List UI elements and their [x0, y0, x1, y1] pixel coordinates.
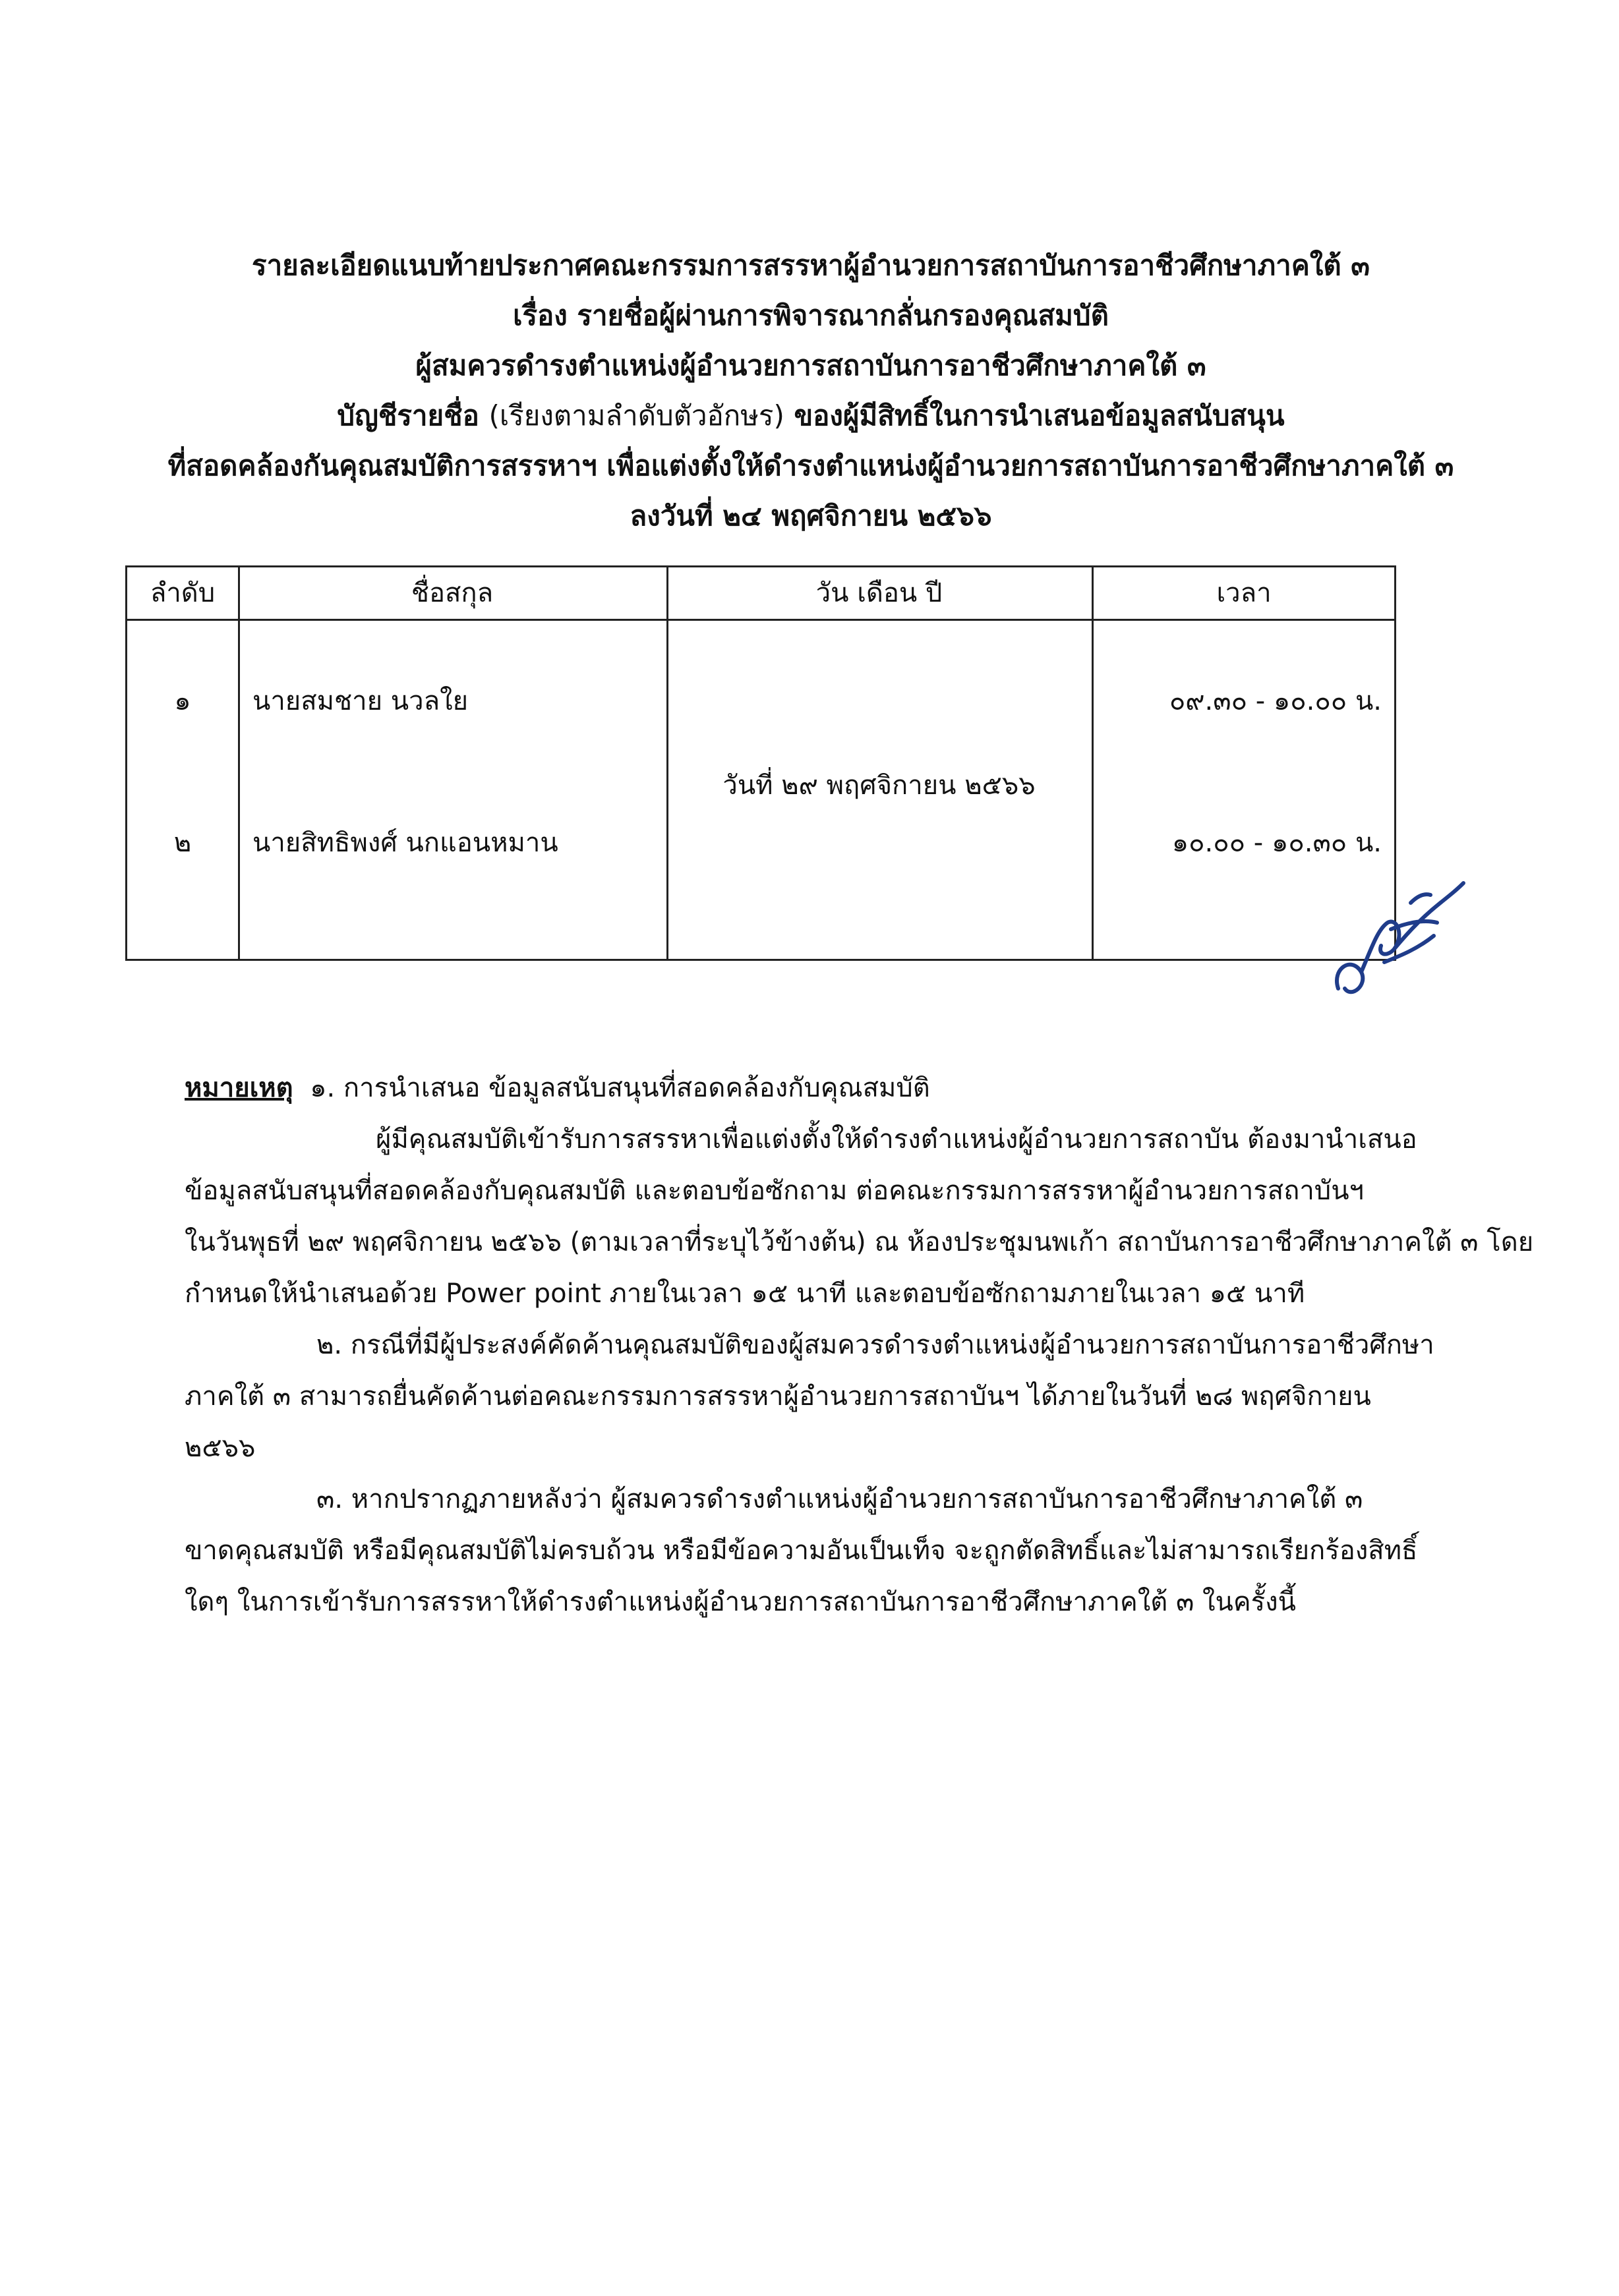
- notes-item-1-line-1: ผู้มีคุณสมบัติเข้ารับการสรรหาเพื่อแต่งตั้งให้ดำรงตำแหน่งผู้อำนวยการสถาบัน ต้องมานำเสนอ: [376, 1124, 1417, 1155]
- notes-label: หมายเหตุ: [185, 1073, 293, 1103]
- table-cell-time: ๐๙.๓๐ - ๑๐.๐๐ น.: [1169, 686, 1382, 716]
- header-line-4-part-c: ของผู้มีสิทธิ์ในการนำเสนอข้อมูลสนับสนุน: [784, 399, 1285, 432]
- notes-item-1-line-3: ในวันพุธที่ ๒๙ พฤศจิกายน ๒๕๖๖ (ตามเวลาที่ระบุไว้ข้างต้น) ณ ห้องประชุมนพเก้า สถาบันการอาชีวศึกษาภาคใต้ ๓ โดย: [185, 1227, 1534, 1257]
- table-header-time: เวลา: [1216, 578, 1272, 608]
- notes-item-1-heading: ๑. การนำเสนอ ข้อมูลสนับสนุนที่สอดคล้องกับคุณสมบัติ: [310, 1073, 930, 1103]
- table-cell-name: นายสิทธิพงศ์ นกแอนหมาน: [252, 828, 558, 858]
- table-column-divider: [666, 567, 668, 959]
- table-cell-time: ๑๐.๐๐ - ๑๐.๓๐ น.: [1171, 828, 1382, 858]
- table-cell-no: ๑: [174, 686, 191, 716]
- candidate-table: [125, 565, 1396, 961]
- table-header-no: ลำดับ: [150, 578, 216, 608]
- table-column-divider: [1092, 567, 1094, 959]
- header-line-4: [119, 391, 1503, 441]
- table-header-divider: [127, 619, 1394, 621]
- header-line-6: ลงวันที่ ๒๔ พฤศจิกายน ๒๕๖๖: [630, 500, 992, 532]
- notes-item-3-line-1: ๓. หากปรากฏภายหลังว่า ผู้สมควรดำรงตำแหน่งผู้อำนวยการสถาบันการอาชีวศึกษาภาคใต้ ๓: [316, 1484, 1363, 1514]
- table-cell-name: นายสมชาย นวลใย: [252, 686, 469, 716]
- notes-item-2-line-1: ๒. กรณีที่มีผู้ประสงค์คัดค้านคุณสมบัติของผู้สมควรดำรงตำแหน่งผู้อำนวยการสถาบันการอาชีวศึกษา: [316, 1330, 1434, 1360]
- header-line-5: ที่สอดคล้องกันคุณสมบัติการสรรหาฯ เพื่อแต่งตั้งให้ดำรงตำแหน่งผู้อำนวยการสถาบันการอาชีวศึกษาภาคใต้ ๓: [167, 449, 1454, 482]
- header-line-4-part-b: (เรียงตามลำดับตัวอักษร): [488, 399, 784, 432]
- table-cell-no: ๒: [173, 828, 192, 858]
- table-cell-date: วันที่ ๒๙ พฤศจิกายน ๒๕๖๖: [722, 770, 1036, 801]
- notes-item-1-line-2: ข้อมูลสนับสนุนที่สอดคล้องกับคุณสมบัติ และตอบข้อซักถาม ต่อคณะกรรมการสรรหาผู้อำนวยการสถาบันฯ: [185, 1176, 1365, 1206]
- header-line-3: ผู้สมควรดำรงตำแหน่งผู้อำนวยการสถาบันการอาชีวศึกษาภาคใต้ ๓: [415, 349, 1206, 382]
- handwritten-signature: [1325, 857, 1470, 1008]
- notes-item-2-line-2: ภาคใต้ ๓ สามารถยื่นคัดค้านต่อคณะกรรมการสรรหาผู้อำนวยการสถาบันฯ ได้ภายในวันที่ ๒๘ พฤศจิกายน: [185, 1381, 1371, 1412]
- header-line-1: รายละเอียดแนบท้ายประกาศคณะกรรมการสรรหาผู้อำนวยการสถาบันการอาชีวศึกษาภาคใต้ ๓: [252, 249, 1370, 281]
- header-line-2: เรื่อง รายชื่อผู้ผ่านการพิจารณากลั่นกรองคุณสมบัติ: [513, 299, 1109, 331]
- document-header: [119, 241, 1503, 541]
- notes-item-3-line-3: ใดๆ ในการเข้ารับการสรรหาให้ดำรงตำแหน่งผู้อำนวยการสถาบันการอาชีวศึกษาภาคใต้ ๓ ในครั้งนี้: [185, 1587, 1296, 1617]
- header-line-4-part-a: บัญชีรายชื่อ: [337, 399, 489, 432]
- notes-item-1-title: [185, 1066, 930, 1108]
- notes-item-3-line-2: ขาดคุณสมบัติ หรือมีคุณสมบัติไม่ครบถ้วน หรือมีข้อความอันเป็นเท็จ จะถูกตัดสิทธิ์และไม่สามารถเรียกร้องสิทธิ์: [185, 1535, 1418, 1566]
- table-header-name: ชื่อสกุล: [411, 578, 494, 608]
- notes-item-1-line-4: กำหนดให้นำเสนอด้วย Power point ภายในเวลา ๑๕ นาที และตอบข้อซักถามภายในเวลา ๑๕ นาที: [185, 1278, 1305, 1309]
- table-header-date: วัน เดือน ปี: [815, 578, 943, 608]
- table-column-divider: [238, 567, 240, 959]
- notes-item-2-line-3: ๒๕๖๖: [185, 1433, 256, 1463]
